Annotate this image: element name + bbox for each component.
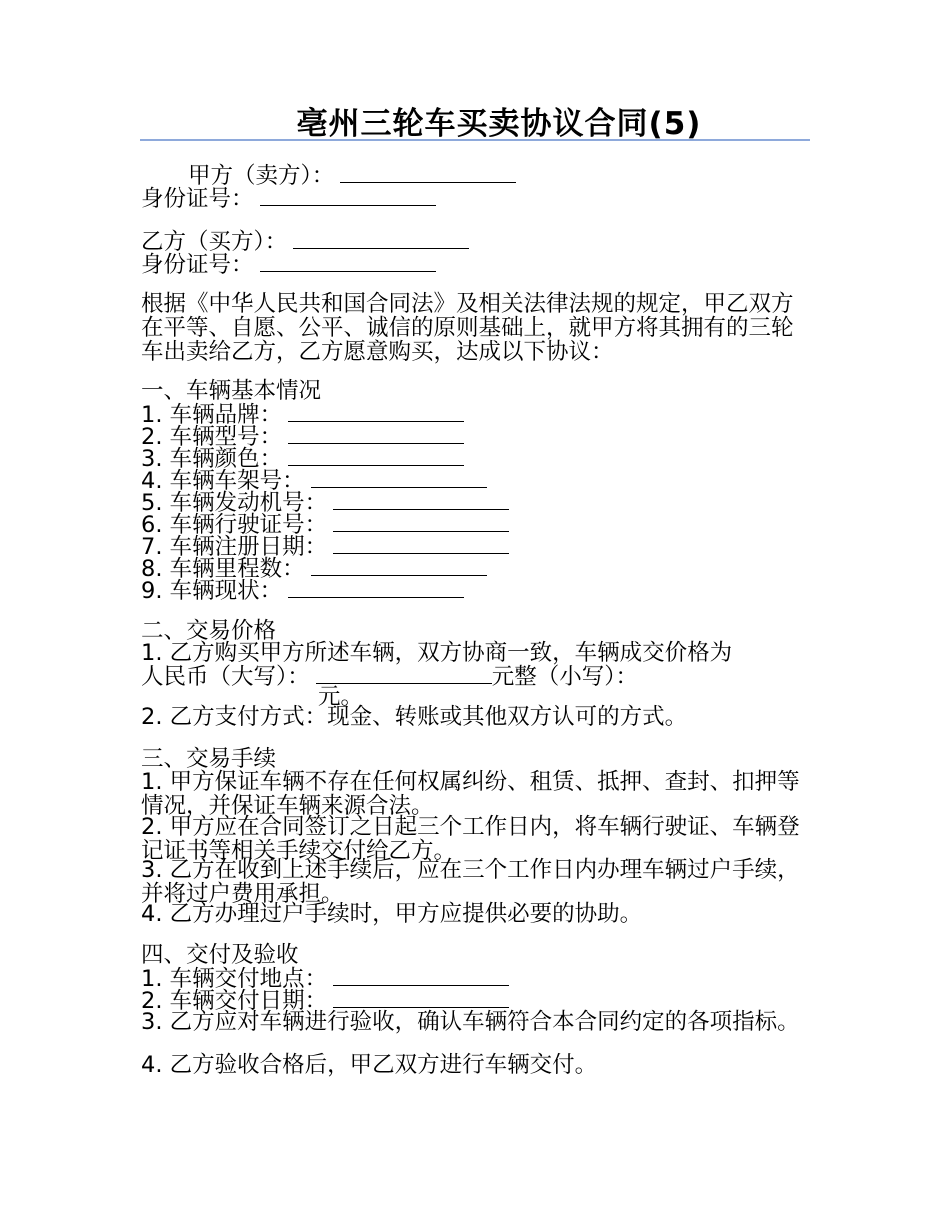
item-blank[interactable] bbox=[333, 511, 509, 532]
section2-item2: 2. 乙方支付方式：现金、转账或其他双方认可的方式。 bbox=[141, 704, 688, 730]
party-a-id-label: 身份证号： bbox=[141, 186, 254, 212]
item-label: 5. 车辆发动机号： bbox=[141, 490, 328, 516]
item-label: 7. 车辆注册日期： bbox=[141, 534, 328, 560]
party-a-id-line bbox=[141, 185, 821, 211]
section3-item1: 1. 甲方保证车辆不存在任何权属纠纷、租赁、抵押、查封、扣押等情况，并保证车辆来源合法。 bbox=[141, 769, 800, 819]
item-label: 3. 车辆颜色： bbox=[141, 446, 283, 472]
party-b-label: 乙方（买方）： bbox=[141, 229, 288, 255]
section2-item1-line1: 1. 乙方购买甲方所述车辆，双方协商一致，车辆成交价格为 bbox=[141, 640, 733, 666]
party-b-id-line bbox=[141, 251, 821, 277]
price-upper-blank[interactable] bbox=[316, 663, 492, 684]
title-divider bbox=[140, 139, 810, 141]
party-a-blank[interactable] bbox=[340, 162, 516, 183]
item-blank[interactable] bbox=[311, 555, 487, 576]
section2-item1-line3: 元。 bbox=[318, 684, 364, 710]
section3-heading: 三、交易手续 bbox=[141, 746, 277, 772]
delivery-place-label: 1. 车辆交付地点： bbox=[141, 966, 328, 992]
party-b-id-blank[interactable] bbox=[260, 251, 436, 272]
item-blank[interactable] bbox=[333, 489, 509, 510]
section4-heading: 四、交付及验收 bbox=[141, 942, 299, 968]
section1-item bbox=[141, 577, 821, 603]
page-title: 亳州三轮车买卖协议合同(5) bbox=[296, 106, 702, 142]
item-blank[interactable] bbox=[288, 577, 464, 598]
section4-item4: 4. 乙方验收合格后，甲乙双方进行车辆交付。 bbox=[141, 1052, 598, 1078]
item-blank[interactable] bbox=[288, 445, 464, 466]
item-blank[interactable] bbox=[288, 423, 464, 444]
section3-item3: 3. 乙方在收到上述手续后，应在三个工作日内办理车辆过户手续，并将过户费用承担。 bbox=[141, 857, 800, 907]
section2-heading: 二、交易价格 bbox=[141, 618, 277, 644]
item-label: 2. 车辆型号： bbox=[141, 424, 283, 450]
delivery-date-label: 2. 车辆交付日期： bbox=[141, 988, 328, 1014]
section3-item4: 4. 乙方办理过户手续时，甲方应提供必要的协助。 bbox=[141, 901, 643, 927]
section4-item3: 3. 乙方应对车辆进行验收，确认车辆符合本合同约定的各项指标。 bbox=[141, 1009, 800, 1035]
delivery-place-blank[interactable] bbox=[333, 965, 509, 986]
item-blank[interactable] bbox=[288, 401, 464, 422]
item-label: 8. 车辆里程数： bbox=[141, 556, 305, 582]
delivery-date-blank[interactable] bbox=[333, 987, 509, 1008]
section1-heading: 一、车辆基本情况 bbox=[141, 378, 322, 404]
item-label: 4. 车辆车架号： bbox=[141, 468, 305, 494]
item-label: 1. 车辆品牌： bbox=[141, 402, 283, 428]
item-label: 6. 车辆行驶证号： bbox=[141, 512, 328, 538]
price-lower-label: 元整（小写）： bbox=[491, 664, 639, 690]
party-b-id-label: 身份证号： bbox=[141, 252, 254, 278]
item-blank[interactable] bbox=[311, 467, 487, 488]
preamble: 根据《中华人民共和国合同法》及相关法律法规的规定，甲乙双方在平等、自愿、公平、诚信的原则基础上，就甲方将其拥有的三轮车出卖给乙方，乙方愿意购买，达成以下协议： bbox=[141, 291, 794, 365]
item-blank[interactable] bbox=[333, 533, 509, 554]
party-a-id-blank[interactable] bbox=[260, 185, 436, 206]
party-a-label: 甲方（卖方）： bbox=[188, 163, 335, 189]
section3-item2: 2. 甲方应在合同签订之日起三个工作日内，将车辆行驶证、车辆登记证书等相关手续交付给乙方。 bbox=[141, 814, 800, 864]
party-b-blank[interactable] bbox=[293, 228, 469, 249]
price-upper-label: 人民币（大写）： bbox=[141, 664, 310, 690]
item-label: 9. 车辆现状： bbox=[141, 578, 283, 604]
